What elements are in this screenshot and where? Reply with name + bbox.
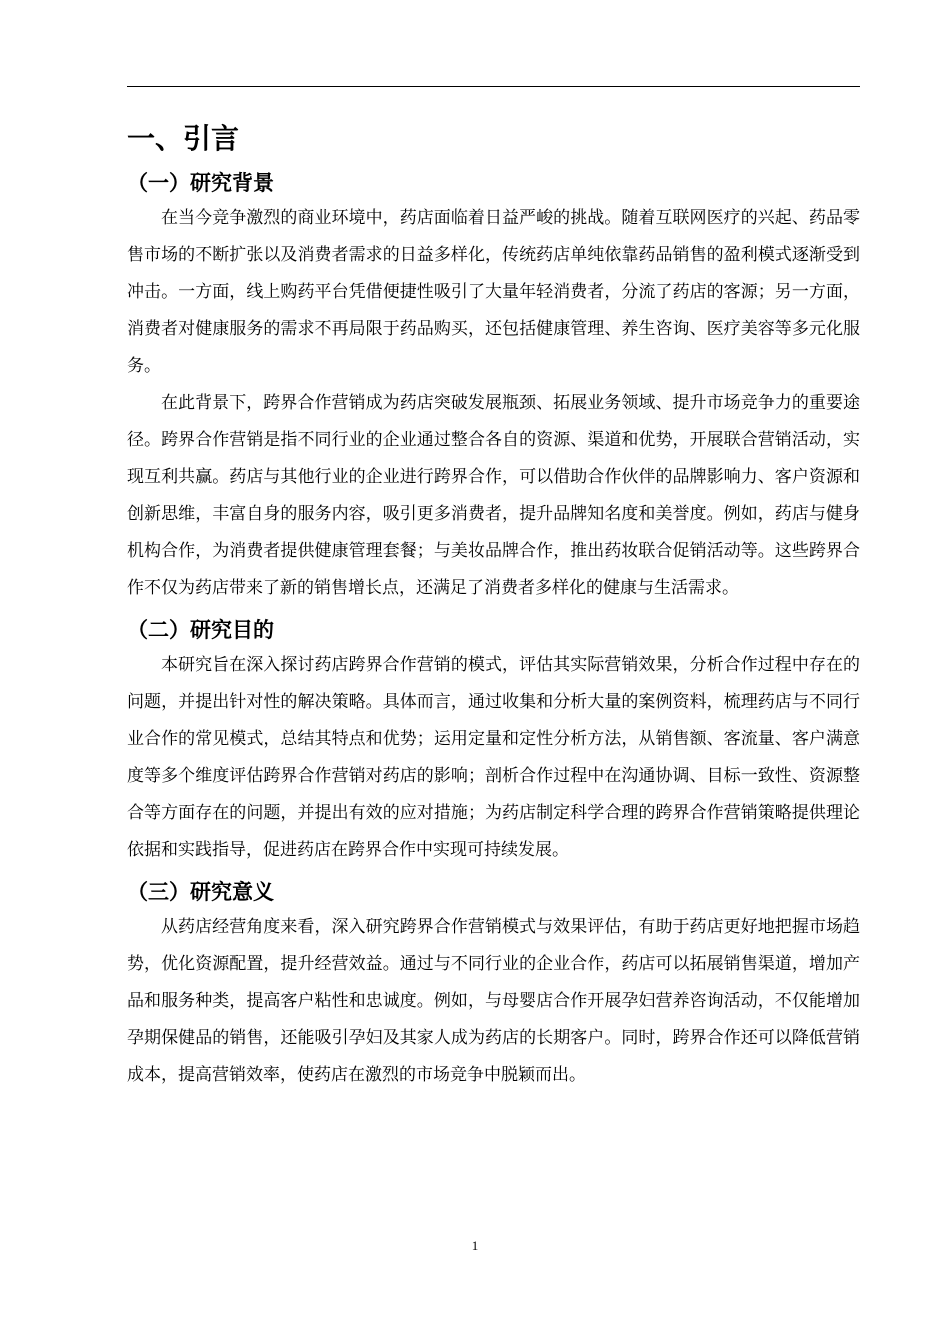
- header-rule: [127, 86, 860, 87]
- page-content: [127, 118, 860, 1094]
- chapter-title: 一、引言: [127, 122, 240, 155]
- section-heading-purpose: （二）研究目的: [127, 618, 274, 642]
- paragraph: 本研究旨在深入探讨药店跨界合作营销的模式，评估其实际营销效果，分析合作过程中存在的问题，并提出针对性的解决策略。具体而言，通过收集和分析大量的案例资料，梳理药店与不同行业合作的常见模式，总结其特点和优势；运用定量和定性分析方法，从销售额、客流量、客户满意度等多个维度评估跨界合作营销对药店的影响；剖析合作过程中在沟通协调、目标一致性、资源整合等方面存在的问题，并提出有效的应对措施；为药店制定科学合理的跨界合作营销策略提供理论依据和实践指导，促进药店在跨界合作中实现可持续发展。: [127, 655, 860, 860]
- section-heading-significance: （三）研究意义: [127, 880, 274, 904]
- paragraph: 在当今竞争激烈的商业环境中，药店面临着日益严峻的挑战。随着互联网医疗的兴起、药品零售市场的不断扩张以及消费者需求的日益多样化，传统药店单纯依靠药品销售的盈利模式逐渐受到冲击。一方面，线上购药平台凭借便捷性吸引了大量年轻消费者，分流了药店的客源；另一方面，消费者对健康服务的需求不再局限于药品购买，还包括健康管理、养生咨询、医疗美容等多元化服务。: [127, 208, 860, 376]
- section-heading-background: （一）研究背景: [127, 171, 274, 195]
- page-number: 1: [471, 1238, 479, 1253]
- paragraph: 在此背景下，跨界合作营销成为药店突破发展瓶颈、拓展业务领域、提升市场竞争力的重要途径。跨界合作营销是指不同行业的企业通过整合各自的资源、渠道和优势，开展联合营销活动，实现互利共赢。药店与其他行业的企业进行跨界合作，可以借助合作伙伴的品牌影响力、客户资源和创新思维，丰富自身的服务内容，吸引更多消费者，提升品牌知名度和美誉度。例如，药店与健身机构合作，为消费者提供健康管理套餐；与美妆品牌合作，推出药妆联合促销活动等。这些跨界合作不仅为药店带来了新的销售增长点，还满足了消费者多样化的健康与生活需求。: [127, 393, 860, 598]
- paragraph: 从药店经营角度来看，深入研究跨界合作营销模式与效果评估，有助于药店更好地把握市场趋势，优化资源配置，提升经营效益。通过与不同行业的企业合作，药店可以拓展销售渠道，增加产品和服务种类，提高客户粘性和忠诚度。例如，与母婴店合作开展孕妇营养咨询活动，不仅能增加孕期保健品的销售，还能吸引孕妇及其家人成为药店的长期客户。同时，跨界合作还可以降低营销成本，提高营销效率，使药店在激烈的市场竞争中脱颖而出。: [127, 917, 860, 1085]
